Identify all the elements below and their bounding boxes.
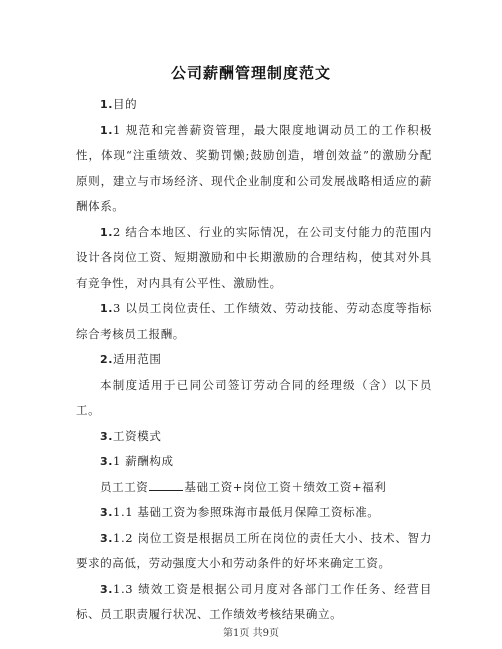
paragraph-1-2: 1.2 结合本地区、行业的实际情况，在公司支付能力的范围内设计各岗位工资、短期激励和中长期激励的合理结构，使其对外具有竞争性，对内具有公平性、激励性。 [76,224,432,290]
paragraph-1-3: 1.3 以员工岗位责任、工作绩效、劳动技能、劳动态度等指标综合考核员工报酬。 [76,301,432,341]
document-title: 公司薪酬管理制度范文 [170,64,331,82]
paragraph-1-1: 1.1 规范和完善薪资管理，最大限度地调动员工的工作积极性，体现“注重绩效、奖勤罚懒;鼓励创造，增创效益”的激励分配原则，建立与市场经济、现代企业制度和公司发展战略相适应的薪酬体系。 [76,122,432,213]
paragraph-3-1-2: 3.1.2 岗位工资是根据员工所在岗位的责任大小、技术、智力要求的高低，劳动强度大小和劳动条件的好坏来确定工资。 [76,530,432,570]
wage-formula: 员工工资 基础工资+岗位工资＋绩效工资+福利 [100,479,387,494]
paragraph-3-1-1: 3.1.1 基础工资为参照珠海市最低月保障工资标准。 [100,505,380,519]
document-body [76,92,432,628]
section-heading-scope: 2.适用范围 [100,352,162,366]
page-footer: 第1页 共9页 [223,628,279,639]
paragraph-3-1-3: 3.1.3 绩效工资是根据公司月度对各部门工作任务、经营目标、员工职责履行状况、工作绩效考核结果确立。 [76,581,432,621]
formula-blank-line [149,479,183,491]
section-heading-wage-model: 3.工资模式 [100,428,162,443]
section-heading-compensation: 3.1 薪酬构成 [100,454,174,468]
paragraph-2: 本制度适用于已同公司签订劳动合同的经理级（含）以下员工。 [76,377,432,417]
section-heading-purpose: 1.目的 [100,97,138,111]
